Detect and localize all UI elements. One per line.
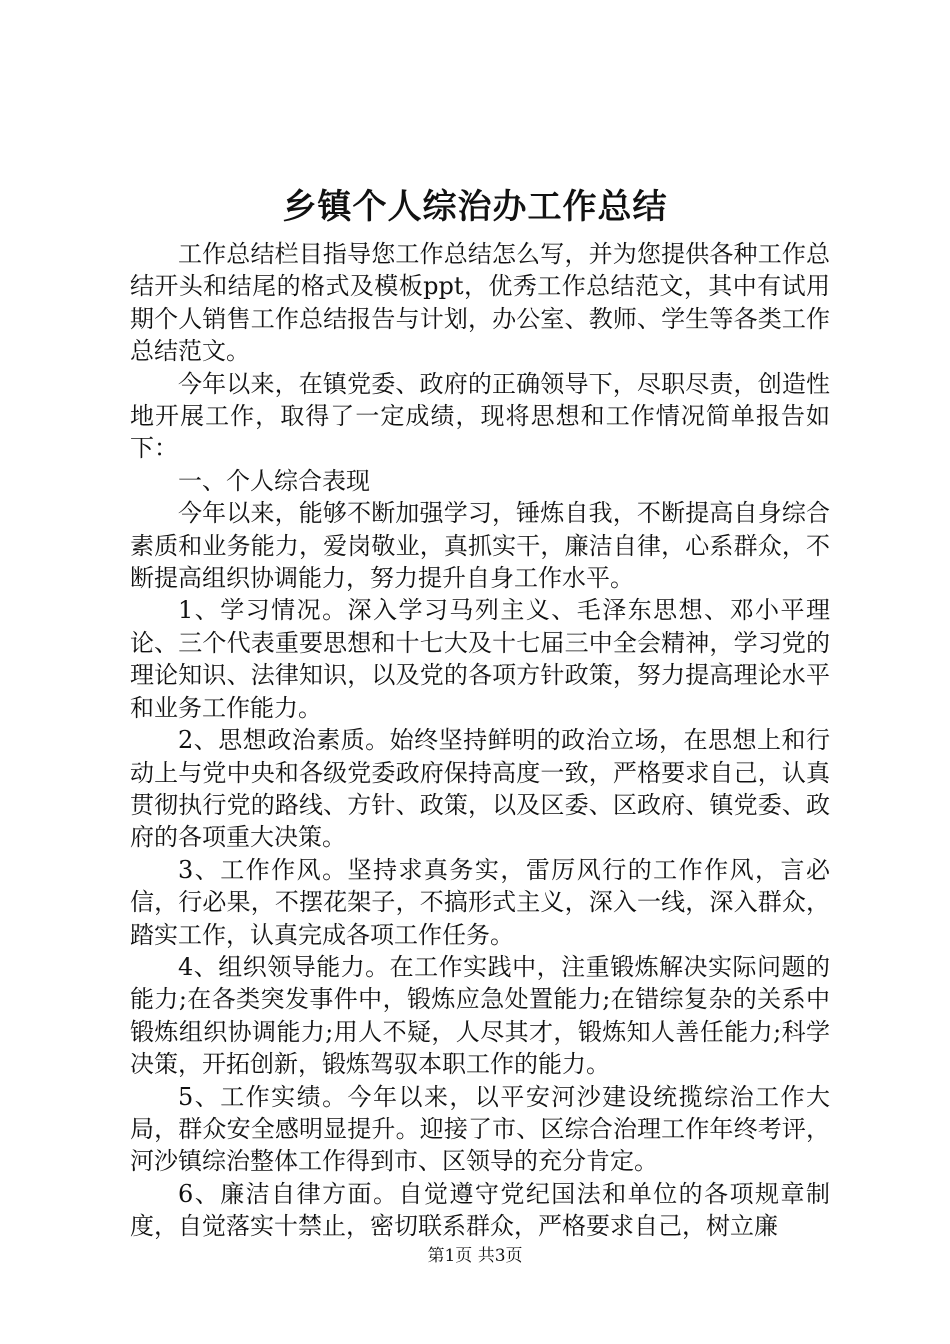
paragraph-intro: 工作总结栏目指导您工作总结怎么写，并为您提供各种工作总结开头和结尾的格式及模板ppt，优秀工作总结范文，其中有试用期个人销售工作总结报告与计划，办公室、教师、学生等各类工作总结范文。 (130, 240, 830, 366)
paragraph-item-5: 5、工作实绩。今年以来，以平安河沙建设统揽综治工作大局，群众安全感明显提升。迎接了市、区综合治理工作年终考评，河沙镇综治整体工作得到市、区领导的充分肯定。 (130, 1082, 830, 1176)
paragraph-item-1: 1、学习情况。深入学习马列主义、毛泽东思想、邓小平理论、三个代表重要思想和十七大及十七届三中全会精神，学习党的理论知识、法律知识，以及党的各项方针政策，努力提高理论水平和业务工作能力。 (130, 596, 830, 722)
page-footer: 第1页 共3页 (427, 1246, 523, 1266)
paragraph-item-2: 2、思想政治素质。始终坚持鲜明的政治立场，在思想上和行动上与党中央和各级党委政府保持高度一致，严格要求自己，认真贯彻执行党的路线、方针、政策，以及区委、区政府、镇党委、政府的各项重大决策。 (130, 726, 830, 852)
paragraph-item-6: 6、廉洁自律方面。自觉遵守党纪国法和单位的各项规章制度，自觉落实十禁止，密切联系群众，严格要求自己，树立廉 (130, 1179, 830, 1241)
document-body (130, 238, 830, 1243)
document-title: 乡镇个人综治办工作总结 (282, 187, 668, 227)
paragraph-item-3: 3、工作作风。坚持求真务实，雷厉风行的工作作风，言必信，行必果，不摆花架子，不搞形式主义，深入一线，深入群众，踏实工作，认真完成各项工作任务。 (130, 855, 830, 949)
paragraph-opening: 今年以来，在镇党委、政府的正确领导下，尽职尽责，创造性地开展工作，取得了一定成绩，现将思想和工作情况简单报告如下： (130, 369, 830, 463)
section-heading-1: 一、个人综合表现 (178, 466, 370, 495)
paragraph-summary: 今年以来，能够不断加强学习，锤炼自我，不断提高自身综合素质和业务能力，爱岗敬业，真抓实干，廉洁自律，心系群众，不断提高组织协调能力，努力提升自身工作水平。 (130, 499, 830, 593)
paragraph-item-4: 4、组织领导能力。在工作实践中，注重锻炼解决实际问题的能力;在各类突发事件中，锻炼应急处置能力;在错综复杂的关系中锻炼组织协调能力;用人不疑，人尽其才，锻炼知人善任能力;科学决策，开拓创新，锻炼驾驭本职工作的能力。 (130, 952, 830, 1079)
